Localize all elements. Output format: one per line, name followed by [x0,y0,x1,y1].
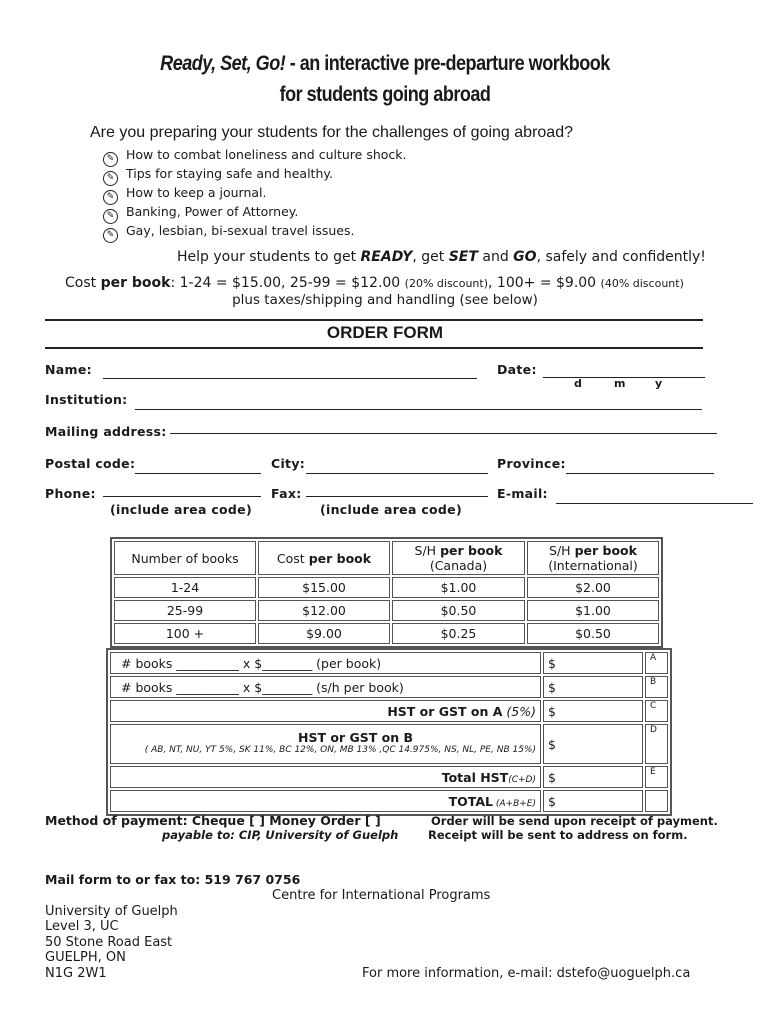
calc-row [110,700,668,722]
letter-c: C [645,700,668,722]
bullet-item: ✎ Banking, Power of Attorney. [103,204,298,222]
phone-field[interactable] [103,496,261,497]
city-label: City: [271,456,306,471]
amount-e-field[interactable]: $ [543,766,643,788]
table-row: 100 + $9.00 $0.25 $0.50 [114,623,659,644]
title-italic: Ready, Set, Go! [160,52,286,75]
calc-row [110,676,668,698]
bullet-item: ✎ How to keep a journal. [103,185,266,203]
date-label: Date: [497,362,537,377]
email-label: E-mail: [497,486,548,501]
amount-b-field[interactable]: $ [543,676,643,698]
address-line: University of Guelph [45,904,178,919]
globe-icon: ✎ [103,209,118,224]
globe-icon: ✎ [103,228,118,243]
intro-question: Are you preparing your students for the challenges of going abroad? [90,124,573,141]
bullet-item: ✎ Tips for staying safe and healthy. [103,166,333,184]
order-form-heading: ORDER FORM [326,323,444,342]
page-subtitle: for students going abroad [279,83,491,106]
page-title [54,52,716,76]
table-header: Number of books [114,541,256,575]
calc-row [110,766,668,788]
amount-d-field[interactable]: $ [543,724,643,764]
phone-label: Phone: [45,486,96,501]
address-line: Level 3, UC [45,919,119,934]
address-line: N1G 2W1 [45,966,107,981]
calc-row [110,724,668,764]
province-field[interactable] [566,473,714,474]
calc-row [110,652,668,674]
year-hint: y [655,377,663,390]
address-line: GUELPH, ON [45,950,126,965]
email-field[interactable] [556,503,753,504]
bullet-item: ✎ How to combat loneliness and culture shock. [103,147,407,165]
payment-method: Method of payment: Cheque [ ] Money Order [ ] [45,813,381,828]
name-field[interactable] [103,378,477,379]
divider [45,319,703,321]
letter-b: B [645,676,668,698]
letter-d: D [645,724,668,764]
table-header: Cost per book [258,541,390,575]
table-row: 1-24 $15.00 $1.00 $2.00 [114,577,659,598]
calc-row5-label: Total HST(C+D) [110,766,541,788]
calc-row2-label: # books __________ x $________ (s/h per book) [110,676,541,698]
province-label: Province: [497,456,566,471]
area-code-hint-phone: (include area code) [110,502,252,517]
globe-icon: ✎ [103,152,118,167]
fax-field[interactable] [306,496,488,497]
calc-row3-label: HST or GST on A (5%) [110,700,541,722]
table-header: S/H per book (Canada) [392,541,525,575]
calc-row4-label: HST or GST on B ( AB, NT, NU, YT 5%, SK 11%, BC 12%, ON, MB 13% ,QC 14.975%, NS, NL, PE, NB 15%) [110,724,541,764]
mailing-label: Mailing address: [45,424,167,439]
day-hint: d [574,377,582,390]
amount-c-field[interactable]: $ [543,700,643,722]
centre-name: Centre for International Programs [272,888,491,903]
postal-field[interactable] [135,473,261,474]
more-info: For more information, e-mail: dstefo@uoguelph.ca [362,966,691,981]
month-hint: m [614,377,626,390]
plus-taxes: plus taxes/shipping and handling (see below) [232,292,538,308]
receipt-note: Receipt will be sent to address on form. [428,828,688,842]
divider [45,347,703,349]
amount-total-field[interactable]: $ [543,790,643,812]
postal-label: Postal code: [45,456,136,471]
letter-blank [645,790,668,812]
table-header-row [114,541,659,575]
institution-field[interactable] [135,409,702,410]
fax-label: Fax: [271,486,302,501]
mailing-field[interactable] [170,433,717,434]
payable-to: payable to: CIP, University of Guelph [162,828,399,842]
calc-row6-label: TOTAL (A+B+E) [110,790,541,812]
letter-e: E [645,766,668,788]
letter-a: A [645,652,668,674]
amount-a-field[interactable]: $ [543,652,643,674]
cost-line: Cost per book: 1-24 = $15.00, 25-99 = $12.00 (20% discount), 100+ = $9.00 (40% discount) [65,275,684,291]
globe-icon: ✎ [103,171,118,186]
area-code-hint-fax: (include area code) [320,502,462,517]
city-field[interactable] [306,473,488,474]
calc-table [106,648,672,816]
globe-icon: ✎ [103,190,118,205]
institution-label: Institution: [45,392,128,407]
order-note: Order will be send upon receipt of payment. [431,814,718,828]
help-line: Help your students to get READY, get SET and GO, safely and confidently! [177,249,706,265]
name-label: Name: [45,362,92,377]
title-rest: - an interactive pre-departure workbook [285,52,610,75]
calc-row [110,790,668,812]
calc-row1-label: # books __________ x $________ (per book) [110,652,541,674]
table-header: S/H per book (International) [527,541,659,575]
price-table [110,537,663,648]
mail-to: Mail form to or fax to: 519 767 0756 [45,872,301,887]
table-row: 25-99 $12.00 $0.50 $1.00 [114,600,659,621]
address-line: 50 Stone Road East [45,935,173,950]
bullet-item: ✎ Gay, lesbian, bi-sexual travel issues. [103,223,354,241]
